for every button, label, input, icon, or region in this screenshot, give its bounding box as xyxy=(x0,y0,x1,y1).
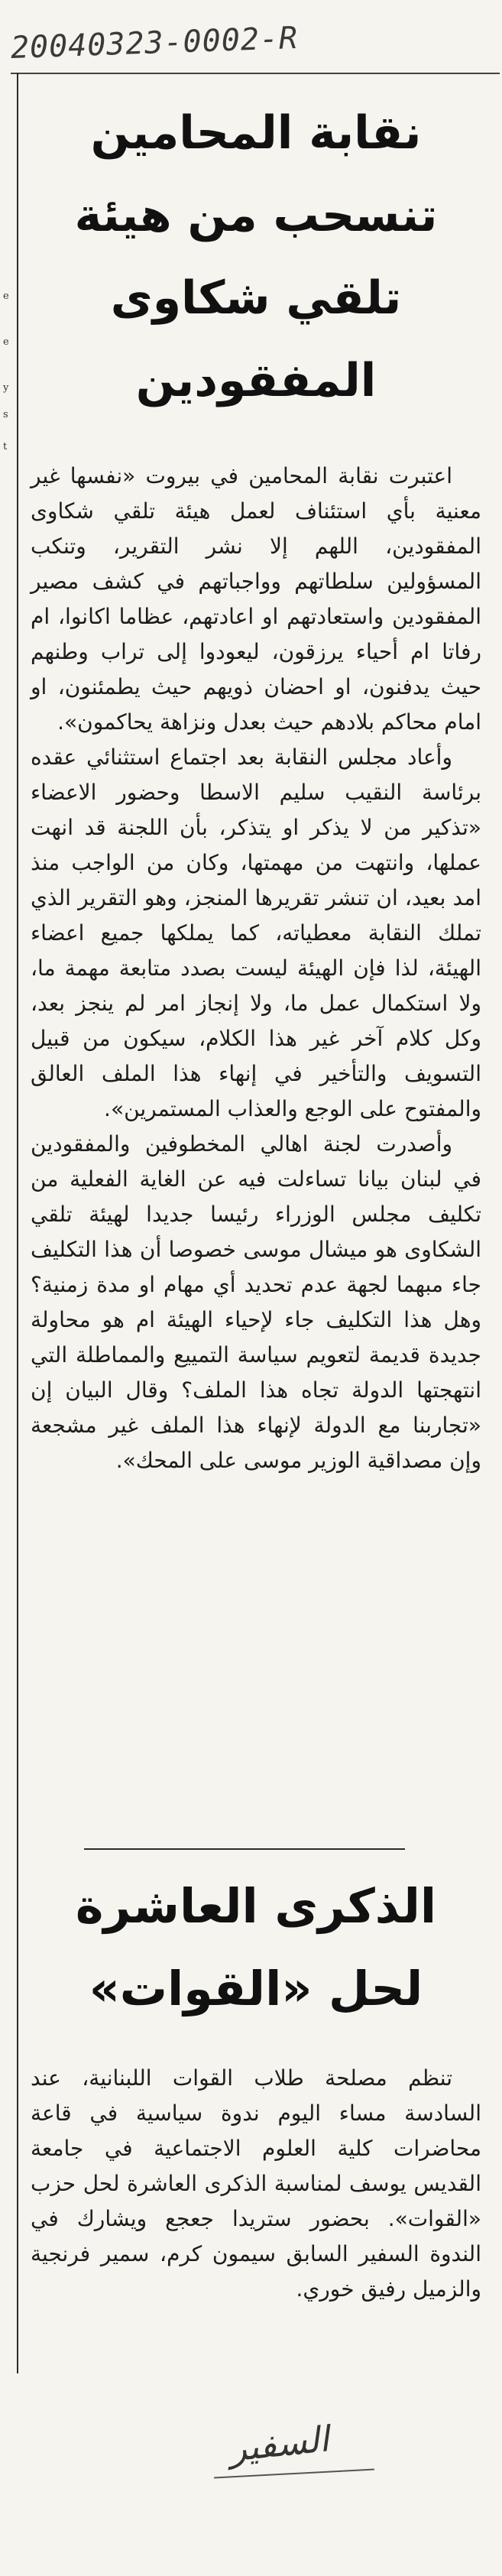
paragraph: تنظم مصلحة طلاب القوات اللبنانية، عند السادسة مساء اليوم ندوة سياسية في قاعة محاضرات كلية العلوم الاجتماعية في جامعة القديس يوسف لمناسبة الذكرى العاشرة لحل حزب «القوات». بحضور ستريدا جعجع ويشارك في الندوة السفير السابق سيمون كرم، سمير فرنجية والزميل رفيق خوري. xyxy=(31,2065,481,2302)
left-fragment: t xyxy=(3,441,8,453)
left-fragment: e xyxy=(3,336,9,348)
article-headline xyxy=(31,1865,481,2030)
handwritten-reference: 20040323-0002-R xyxy=(10,20,299,66)
signature-underline xyxy=(214,2469,374,2479)
headline-line: لحل «القوات» xyxy=(89,1961,423,2016)
article-body xyxy=(31,2061,481,2307)
article-body xyxy=(31,459,481,1478)
headline-line: تلقي شكاوى xyxy=(110,271,402,325)
left-fragment: s xyxy=(3,409,8,420)
paragraph: اعتبرت نقابة المحامين في بيروت «نفسها غير معنية بأي استئناف لعمل هيئة تلقي شكاوى المفقودين، اللهم إلا نشر التقرير، وتنكب المسؤولين سلطاتهم وواجباتهم في كشف مصير المفقودين واستعادتهم او اعادتهم، عظاما اكانوا، ام رفاتا ام أحياء يرزقون، ليعودوا إلى تراب وطنهم حيث يدفنون، او احضان ذويهم حيث يطمئنون، او امام محاكم بلادهم حيث بعدل ونزاهة يحاكمون». xyxy=(31,463,481,735)
paragraph: وأصدرت لجنة اهالي المخطوفين والمفقودين في لبنان بيانا تساءلت فيه عن الغاية الفعلية من تكليف مجلس الوزراء رئيسا جديدا لهيئة تلقي الشكاوى هو ميشال موسى خصوصا أن هذا التكليف جاء مبهما لجهة عدم تحديد أي مهام او مدة زمنية؟ وهل هذا التكليف جاء لإحياء الهيئة ام هو محاولة جديدة قديمة لتعويم سياسة التمييع والمماطلة التي انتهجتها الدولة تجاه هذا الملف؟ وقال البيان إن «تجاربنا مع الدولة لإنهاء هذا الملف غير مشجعة وإن مصداقية الوزير موسى على المحك». xyxy=(31,1131,481,1473)
article-headline xyxy=(31,92,481,422)
article-lebanese-forces xyxy=(31,1865,481,2307)
left-fragment: e xyxy=(3,290,9,302)
source-signature: السفير xyxy=(227,2418,331,2470)
headline-line: الذكرى العاشرة xyxy=(75,1878,437,1934)
headline-line: تنسحب من هيئة xyxy=(74,189,438,242)
headline-line: المفقودين xyxy=(135,354,377,407)
left-column-edge xyxy=(0,73,18,2373)
left-fragment: y xyxy=(3,382,9,394)
article-divider xyxy=(84,1848,405,1850)
paragraph: وأعاد مجلس النقابة بعد اجتماع استثنائي عقده برئاسة النقيب سليم الاسطا وحضور الاعضاء «تذكير من لا يذكر او يتذكر، بأن اللجنة قد انهت عملها، وانتهت من مهمتها، وكان من الواجب منذ امد بعيد، ان تنشر تقريرها المنجز، وهو التقرير الذي تملك النقابة معطياته، كما يملكها جميع اعضاء الهيئة، لذا فإن الهيئة ليست بصدد متابعة مهمة ما، ولا استكمال عمل ما، ولا إنجاز امر لم ينجز بعد، وكل كلام آخر غير هذا الكلام، سيكون من قبيل التسويف والتأخير في إنهاء هذا الملف العالق والمفتوح على الوجع والعذاب المستمرين». xyxy=(31,745,481,1121)
top-rule xyxy=(11,73,500,74)
article-lawyers-syndicate xyxy=(31,92,481,1478)
headline-line: نقابة المحامين xyxy=(90,106,422,160)
